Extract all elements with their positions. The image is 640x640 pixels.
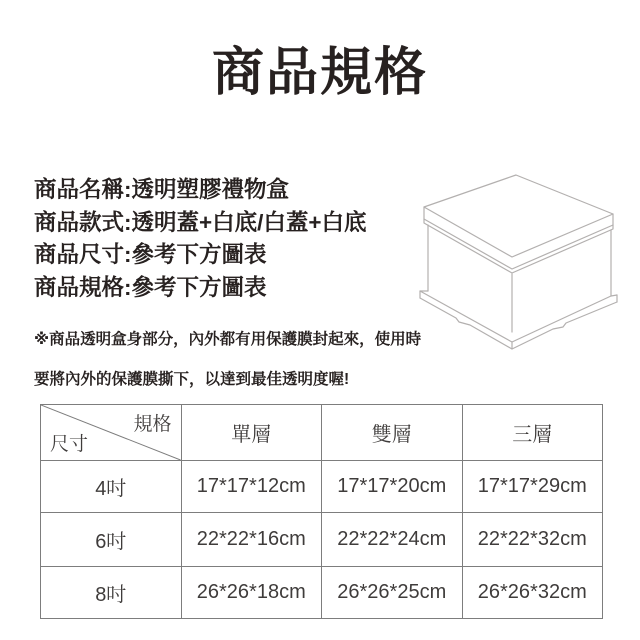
table-row bbox=[41, 513, 603, 567]
dimension-cell: 17*17*29cm bbox=[462, 461, 603, 513]
size-spec-table bbox=[40, 404, 603, 619]
dimension-cell: 26*26*25cm bbox=[322, 567, 463, 619]
table-corner-cell bbox=[41, 405, 182, 461]
column-header-double-layer: 雙層 bbox=[322, 405, 463, 461]
dimension-cell: 17*17*20cm bbox=[322, 461, 463, 513]
corner-label-size: 尺寸 bbox=[50, 434, 89, 455]
column-header-triple-layer: 三層 bbox=[462, 405, 603, 461]
dimension-cell: 26*26*18cm bbox=[181, 567, 322, 619]
dimension-cell: 22*22*16cm bbox=[181, 513, 322, 567]
gift-box-line-art-icon bbox=[414, 172, 624, 350]
row-size-label: 8吋 bbox=[41, 567, 182, 619]
product-style-line: 商品款式:透明蓋+白底/白蓋+白底 bbox=[34, 209, 367, 235]
corner-label-spec: 規格 bbox=[133, 414, 172, 435]
dimension-cell: 26*26*32cm bbox=[462, 567, 603, 619]
product-size-line: 商品尺寸:參考下方圖表 bbox=[34, 242, 267, 267]
row-size-label: 6吋 bbox=[41, 513, 182, 567]
usage-note bbox=[34, 320, 421, 400]
row-size-label: 4吋 bbox=[41, 461, 182, 513]
table-row bbox=[41, 567, 603, 619]
table-header-row bbox=[41, 405, 603, 461]
page-title: 商品規格 bbox=[211, 44, 428, 102]
column-header-single-layer: 單層 bbox=[181, 405, 322, 461]
dimension-cell: 22*22*32cm bbox=[462, 513, 603, 567]
gift-box-illustration bbox=[414, 172, 624, 355]
product-spec-line: 商品規格:參考下方圖表 bbox=[34, 274, 267, 300]
product-info-block bbox=[34, 174, 367, 304]
product-name-line: 商品名稱:透明塑膠禮物盒 bbox=[34, 177, 289, 202]
dimension-cell: 17*17*12cm bbox=[181, 461, 322, 513]
usage-note-line-1: ※商品透明盒身部分，內外都有用保護膜封起來，使用時 bbox=[34, 331, 422, 348]
dimension-cell: 22*22*24cm bbox=[322, 513, 463, 567]
table-row bbox=[41, 461, 603, 513]
usage-note-line-2: 要將內外的保護膜撕下，以達到最佳透明度喔! bbox=[34, 371, 350, 388]
